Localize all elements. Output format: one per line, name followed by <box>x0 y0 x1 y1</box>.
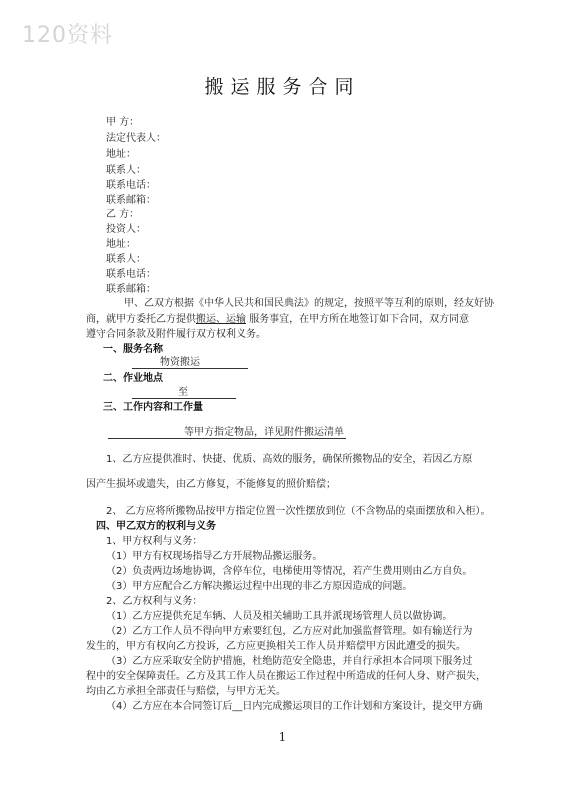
party-b-phone: 联系电话： <box>106 269 156 280</box>
party-a-email: 联系邮箱： <box>106 195 156 206</box>
section-rights-obligations: 四、甲乙双方的权利与义务 <box>96 521 216 532</box>
clause-1-line-2: 因产生损坏或遗失，由乙方修复，不能修复的照价赔偿； <box>86 479 336 490</box>
page-title: 搬运服务合同 <box>204 76 361 98</box>
intro-line-1: 甲、乙双方根据《中华人民共和国民典法》的规定，按照平等互利的原则，经友好协 <box>124 298 494 309</box>
intro-line-2-end: 服务事宜，在甲方所在地签订如下合同，双方同意 <box>249 314 470 325</box>
party-b-right-2-line-1: （2）乙方工作人员不得向甲方索要红包，乙方应对此加强监督管理。如有输送行为 <box>106 626 473 637</box>
work-content-underline <box>108 438 346 439</box>
section-service-name: 一、服务名称 <box>103 344 163 355</box>
party-a-header: 甲 方： <box>106 117 140 128</box>
work-location-value: 至 <box>178 387 188 398</box>
work-location-underline <box>132 398 236 399</box>
work-content-value: 等甲方指定物品，详见附件搬运清单 <box>184 427 344 438</box>
service-name-underline <box>132 368 248 369</box>
service-type: 搬运、运输 <box>196 314 246 325</box>
party-a-phone: 联系电话： <box>106 180 156 191</box>
party-b-right-4: （4）乙方应在本合同签订后__日内完成搬运项目的工作计划和方案设计，提交甲方确 <box>106 701 483 712</box>
party-b-right-1: （1）乙方应提供充足车辆、人员及相关辅助工具并派现场管理人员以做协调。 <box>106 611 453 622</box>
intro-line-3: 遵守合同条款及附件履行双方权利义务。 <box>86 329 266 340</box>
page-number: 1 <box>278 730 287 744</box>
service-name-value: 物资搬运 <box>160 357 200 368</box>
party-a-legal-rep: 法定代表人： <box>106 133 166 144</box>
section-work-location: 二、作业地点 <box>103 373 163 384</box>
intro-line-2 <box>86 313 469 326</box>
clause-1-line-1: 1、乙方应提供准时、快捷、优质、高效的服务，确保所搬物品的安全，若因乙方原 <box>106 454 473 465</box>
intro-line-2-start: 商，就甲方委托乙方提供 <box>86 314 196 325</box>
party-b-email: 联系邮箱： <box>106 284 156 295</box>
party-b-right-3-line-1: （3）乙方应采取安全防护措施，杜绝防范安全隐患，并自行承担本合同项下服务过 <box>106 656 473 667</box>
party-b-right-3-line-2: 程中的安全保障责任。乙方及其工作人员在搬运工作过程中所造成的任何人身、财产损失， <box>86 671 486 682</box>
party-a-right-1: （1）甲方有权现场指导乙方开展物品搬运服务。 <box>106 551 323 562</box>
party-a-address: 地址： <box>106 149 136 160</box>
party-b-investor: 投资人： <box>106 224 146 235</box>
party-b-address: 地址： <box>106 239 136 250</box>
party-b-contact: 联系人： <box>106 254 146 265</box>
party-a-right-3: （3）甲方应配合乙方解决搬运过程中出现的非乙方原因造成的问题。 <box>106 581 413 592</box>
party-b-header: 乙 方： <box>106 209 140 220</box>
party-a-contact: 联系人： <box>106 165 146 176</box>
party-b-rights-header: 2、乙方权利与义务： <box>106 596 203 607</box>
clause-2: 2、 乙方应将所搬物品按甲方指定位置一次性摆放到位（不含物品的桌面摆放和入柜）。 <box>106 506 491 517</box>
section-work-content: 三、工作内容和工作量 <box>103 402 203 413</box>
party-b-right-2-line-2: 发生的，甲方有权向乙方投诉，乙方应更换相关工作人员并赔偿甲方因此遭受的损失。 <box>86 641 466 652</box>
watermark: 120资料 <box>22 23 113 48</box>
party-a-rights-header: 1、甲方权利与义务： <box>106 536 203 547</box>
party-b-right-3-line-3: 均由乙方承担全部责任与赔偿，与甲方无关。 <box>86 686 286 697</box>
party-a-right-2: （2）负责两边场地协调，含停车位，电梯使用等情况，若产生费用则由乙方自负。 <box>106 566 473 577</box>
